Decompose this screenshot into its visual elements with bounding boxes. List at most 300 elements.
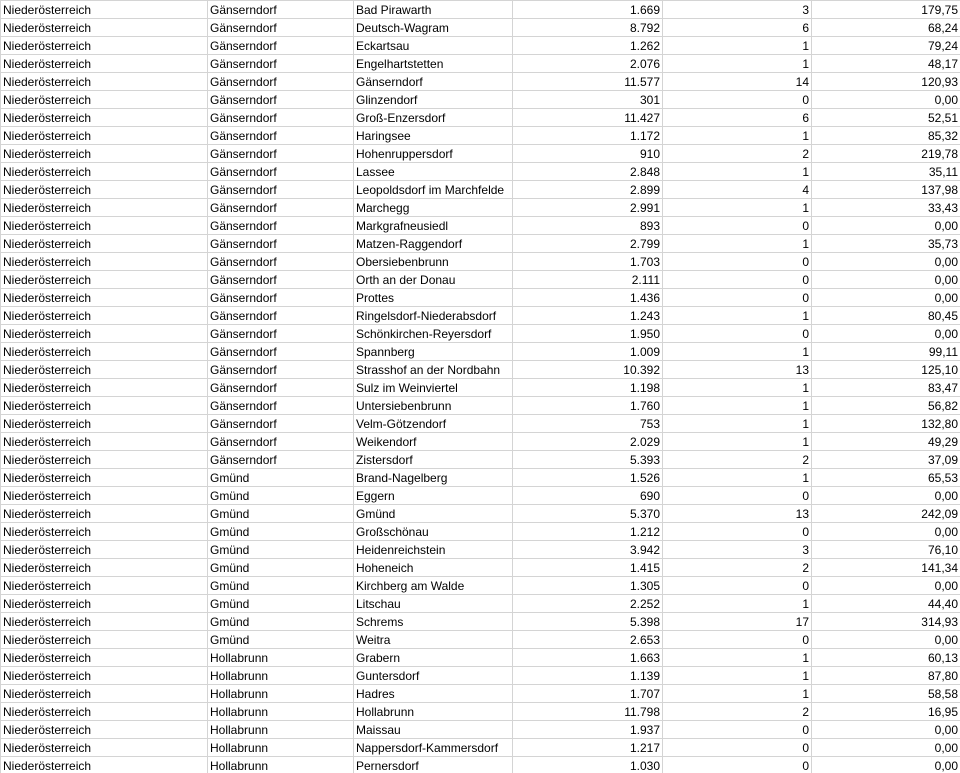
district-cell[interactable]: Gänserndorf — [208, 379, 354, 397]
count-cell[interactable]: 1 — [663, 343, 812, 361]
state-cell[interactable]: Niederösterreich — [1, 109, 208, 127]
count-cell[interactable]: 1 — [663, 127, 812, 145]
count-cell[interactable]: 1 — [663, 667, 812, 685]
count-cell[interactable]: 1 — [663, 415, 812, 433]
population-cell[interactable]: 1.760 — [513, 397, 663, 415]
table-row[interactable] — [1, 469, 960, 487]
municipality-cell[interactable]: Matzen-Raggendorf — [354, 235, 513, 253]
table-row[interactable] — [1, 127, 960, 145]
state-cell[interactable]: Niederösterreich — [1, 55, 208, 73]
rate-cell[interactable]: 242,09 — [812, 505, 960, 523]
district-cell[interactable]: Gmünd — [208, 541, 354, 559]
district-cell[interactable]: Gänserndorf — [208, 235, 354, 253]
state-cell[interactable]: Niederösterreich — [1, 181, 208, 199]
population-cell[interactable]: 1.707 — [513, 685, 663, 703]
rate-cell[interactable]: 314,93 — [812, 613, 960, 631]
population-cell[interactable]: 301 — [513, 91, 663, 109]
state-cell[interactable]: Niederösterreich — [1, 91, 208, 109]
count-cell[interactable]: 1 — [663, 433, 812, 451]
rate-cell[interactable]: 120,93 — [812, 73, 960, 91]
rate-cell[interactable]: 68,24 — [812, 19, 960, 37]
count-cell[interactable]: 13 — [663, 505, 812, 523]
population-cell[interactable]: 1.526 — [513, 469, 663, 487]
table-row[interactable] — [1, 37, 960, 55]
state-cell[interactable]: Niederösterreich — [1, 613, 208, 631]
count-cell[interactable]: 14 — [663, 73, 812, 91]
count-cell[interactable]: 1 — [663, 163, 812, 181]
municipality-cell[interactable]: Spannberg — [354, 343, 513, 361]
table-row[interactable] — [1, 19, 960, 37]
municipality-cell[interactable]: Velm-Götzendorf — [354, 415, 513, 433]
table-row[interactable] — [1, 649, 960, 667]
rate-cell[interactable]: 76,10 — [812, 541, 960, 559]
rate-cell[interactable]: 35,11 — [812, 163, 960, 181]
table-row[interactable] — [1, 631, 960, 649]
district-cell[interactable]: Gänserndorf — [208, 55, 354, 73]
count-cell[interactable]: 1 — [663, 307, 812, 325]
state-cell[interactable]: Niederösterreich — [1, 541, 208, 559]
state-cell[interactable]: Niederösterreich — [1, 289, 208, 307]
state-cell[interactable]: Niederösterreich — [1, 253, 208, 271]
rate-cell[interactable]: 83,47 — [812, 379, 960, 397]
table-row[interactable] — [1, 307, 960, 325]
table-row[interactable] — [1, 325, 960, 343]
population-cell[interactable]: 1.415 — [513, 559, 663, 577]
state-cell[interactable]: Niederösterreich — [1, 451, 208, 469]
table-row[interactable] — [1, 667, 960, 685]
population-cell[interactable]: 1.703 — [513, 253, 663, 271]
rate-cell[interactable]: 87,80 — [812, 667, 960, 685]
rate-cell[interactable]: 85,32 — [812, 127, 960, 145]
rate-cell[interactable]: 0,00 — [812, 217, 960, 235]
state-cell[interactable]: Niederösterreich — [1, 433, 208, 451]
table-row[interactable] — [1, 343, 960, 361]
rate-cell[interactable]: 0,00 — [812, 631, 960, 649]
population-cell[interactable]: 1.305 — [513, 577, 663, 595]
table-row[interactable] — [1, 433, 960, 451]
state-cell[interactable]: Niederösterreich — [1, 685, 208, 703]
state-cell[interactable]: Niederösterreich — [1, 577, 208, 595]
state-cell[interactable]: Niederösterreich — [1, 325, 208, 343]
municipality-cell[interactable]: Lassee — [354, 163, 513, 181]
count-cell[interactable]: 0 — [663, 739, 812, 757]
population-cell[interactable]: 1.937 — [513, 721, 663, 739]
district-cell[interactable]: Gänserndorf — [208, 127, 354, 145]
count-cell[interactable]: 0 — [663, 487, 812, 505]
state-cell[interactable]: Niederösterreich — [1, 739, 208, 757]
count-cell[interactable]: 1 — [663, 55, 812, 73]
table-row[interactable] — [1, 235, 960, 253]
district-cell[interactable]: Hollabrunn — [208, 685, 354, 703]
rate-cell[interactable]: 37,09 — [812, 451, 960, 469]
population-cell[interactable]: 2.899 — [513, 181, 663, 199]
municipality-cell[interactable]: Litschau — [354, 595, 513, 613]
municipality-cell[interactable]: Groß-Enzersdorf — [354, 109, 513, 127]
count-cell[interactable]: 4 — [663, 181, 812, 199]
municipality-cell[interactable]: Heidenreichstein — [354, 541, 513, 559]
district-cell[interactable]: Gmünd — [208, 505, 354, 523]
population-cell[interactable]: 2.991 — [513, 199, 663, 217]
table-row[interactable] — [1, 559, 960, 577]
table-row[interactable] — [1, 397, 960, 415]
population-cell[interactable]: 1.262 — [513, 37, 663, 55]
count-cell[interactable]: 0 — [663, 325, 812, 343]
state-cell[interactable]: Niederösterreich — [1, 757, 208, 773]
population-cell[interactable]: 690 — [513, 487, 663, 505]
district-cell[interactable]: Gänserndorf — [208, 91, 354, 109]
table-row[interactable] — [1, 379, 960, 397]
count-cell[interactable]: 3 — [663, 541, 812, 559]
table-row[interactable] — [1, 361, 960, 379]
state-cell[interactable]: Niederösterreich — [1, 595, 208, 613]
rate-cell[interactable]: 179,75 — [812, 1, 960, 19]
state-cell[interactable]: Niederösterreich — [1, 307, 208, 325]
state-cell[interactable]: Niederösterreich — [1, 37, 208, 55]
table-row[interactable] — [1, 523, 960, 541]
population-cell[interactable]: 1.950 — [513, 325, 663, 343]
table-row[interactable] — [1, 505, 960, 523]
population-cell[interactable]: 10.392 — [513, 361, 663, 379]
district-cell[interactable]: Gmünd — [208, 469, 354, 487]
district-cell[interactable]: Gmünd — [208, 487, 354, 505]
state-cell[interactable]: Niederösterreich — [1, 721, 208, 739]
table-row[interactable] — [1, 55, 960, 73]
count-cell[interactable]: 1 — [663, 379, 812, 397]
table-row[interactable] — [1, 289, 960, 307]
state-cell[interactable]: Niederösterreich — [1, 163, 208, 181]
district-cell[interactable]: Gänserndorf — [208, 37, 354, 55]
table-row[interactable] — [1, 1, 960, 19]
municipality-cell[interactable]: Eggern — [354, 487, 513, 505]
table-row[interactable] — [1, 91, 960, 109]
population-cell[interactable]: 2.029 — [513, 433, 663, 451]
count-cell[interactable]: 1 — [663, 397, 812, 415]
municipality-cell[interactable]: Großschönau — [354, 523, 513, 541]
rate-cell[interactable]: 125,10 — [812, 361, 960, 379]
municipality-cell[interactable]: Strasshof an der Nordbahn — [354, 361, 513, 379]
count-cell[interactable]: 0 — [663, 217, 812, 235]
municipality-cell[interactable]: Leopoldsdorf im Marchfelde — [354, 181, 513, 199]
count-cell[interactable]: 2 — [663, 145, 812, 163]
state-cell[interactable]: Niederösterreich — [1, 505, 208, 523]
population-cell[interactable]: 5.393 — [513, 451, 663, 469]
count-cell[interactable]: 1 — [663, 595, 812, 613]
state-cell[interactable]: Niederösterreich — [1, 379, 208, 397]
state-cell[interactable]: Niederösterreich — [1, 199, 208, 217]
rate-cell[interactable]: 132,80 — [812, 415, 960, 433]
municipality-cell[interactable]: Kirchberg am Walde — [354, 577, 513, 595]
count-cell[interactable]: 0 — [663, 577, 812, 595]
count-cell[interactable]: 0 — [663, 523, 812, 541]
population-cell[interactable]: 11.577 — [513, 73, 663, 91]
municipality-cell[interactable]: Marchegg — [354, 199, 513, 217]
district-cell[interactable]: Gänserndorf — [208, 271, 354, 289]
rate-cell[interactable]: 99,11 — [812, 343, 960, 361]
population-cell[interactable]: 5.398 — [513, 613, 663, 631]
population-cell[interactable]: 2.076 — [513, 55, 663, 73]
population-cell[interactable]: 1.217 — [513, 739, 663, 757]
count-cell[interactable]: 17 — [663, 613, 812, 631]
population-cell[interactable]: 2.252 — [513, 595, 663, 613]
state-cell[interactable]: Niederösterreich — [1, 487, 208, 505]
municipality-cell[interactable]: Weitra — [354, 631, 513, 649]
rate-cell[interactable]: 0,00 — [812, 271, 960, 289]
district-cell[interactable]: Gmünd — [208, 523, 354, 541]
table-row[interactable] — [1, 181, 960, 199]
district-cell[interactable]: Gänserndorf — [208, 1, 354, 19]
count-cell[interactable]: 0 — [663, 91, 812, 109]
rate-cell[interactable]: 0,00 — [812, 253, 960, 271]
municipality-cell[interactable]: Gmünd — [354, 505, 513, 523]
count-cell[interactable]: 0 — [663, 289, 812, 307]
table-row[interactable] — [1, 685, 960, 703]
municipality-cell[interactable]: Untersiebenbrunn — [354, 397, 513, 415]
rate-cell[interactable]: 0,00 — [812, 577, 960, 595]
count-cell[interactable]: 1 — [663, 37, 812, 55]
district-cell[interactable]: Gmünd — [208, 559, 354, 577]
state-cell[interactable]: Niederösterreich — [1, 19, 208, 37]
district-cell[interactable]: Gmünd — [208, 631, 354, 649]
state-cell[interactable]: Niederösterreich — [1, 73, 208, 91]
rate-cell[interactable]: 0,00 — [812, 91, 960, 109]
municipality-cell[interactable]: Glinzendorf — [354, 91, 513, 109]
population-cell[interactable]: 1.243 — [513, 307, 663, 325]
rate-cell[interactable]: 49,29 — [812, 433, 960, 451]
population-cell[interactable]: 8.792 — [513, 19, 663, 37]
state-cell[interactable]: Niederösterreich — [1, 397, 208, 415]
district-cell[interactable]: Gänserndorf — [208, 325, 354, 343]
state-cell[interactable]: Niederösterreich — [1, 649, 208, 667]
count-cell[interactable]: 3 — [663, 1, 812, 19]
rate-cell[interactable]: 141,34 — [812, 559, 960, 577]
rate-cell[interactable]: 0,00 — [812, 487, 960, 505]
municipality-cell[interactable]: Gänserndorf — [354, 73, 513, 91]
population-cell[interactable]: 753 — [513, 415, 663, 433]
rate-cell[interactable]: 79,24 — [812, 37, 960, 55]
state-cell[interactable]: Niederösterreich — [1, 235, 208, 253]
district-cell[interactable]: Hollabrunn — [208, 757, 354, 773]
state-cell[interactable]: Niederösterreich — [1, 217, 208, 235]
municipality-cell[interactable]: Brand-Nagelberg — [354, 469, 513, 487]
municipality-cell[interactable]: Prottes — [354, 289, 513, 307]
count-cell[interactable]: 6 — [663, 109, 812, 127]
count-cell[interactable]: 1 — [663, 685, 812, 703]
state-cell[interactable]: Niederösterreich — [1, 361, 208, 379]
municipality-cell[interactable]: Hadres — [354, 685, 513, 703]
population-cell[interactable]: 1.212 — [513, 523, 663, 541]
municipality-cell[interactable]: Hoheneich — [354, 559, 513, 577]
district-cell[interactable]: Gänserndorf — [208, 451, 354, 469]
count-cell[interactable]: 0 — [663, 271, 812, 289]
population-cell[interactable]: 1.009 — [513, 343, 663, 361]
district-cell[interactable]: Gänserndorf — [208, 109, 354, 127]
rate-cell[interactable]: 80,45 — [812, 307, 960, 325]
municipality-cell[interactable]: Eckartsau — [354, 37, 513, 55]
population-cell[interactable]: 3.942 — [513, 541, 663, 559]
count-cell[interactable]: 1 — [663, 235, 812, 253]
district-cell[interactable]: Hollabrunn — [208, 667, 354, 685]
rate-cell[interactable]: 35,73 — [812, 235, 960, 253]
rate-cell[interactable]: 219,78 — [812, 145, 960, 163]
municipality-cell[interactable]: Zistersdorf — [354, 451, 513, 469]
rate-cell[interactable]: 60,13 — [812, 649, 960, 667]
table-row[interactable] — [1, 739, 960, 757]
district-cell[interactable]: Gänserndorf — [208, 307, 354, 325]
district-cell[interactable]: Gänserndorf — [208, 253, 354, 271]
district-cell[interactable]: Hollabrunn — [208, 649, 354, 667]
table-row[interactable] — [1, 721, 960, 739]
count-cell[interactable]: 6 — [663, 19, 812, 37]
table-row[interactable] — [1, 415, 960, 433]
count-cell[interactable]: 0 — [663, 721, 812, 739]
table-row[interactable] — [1, 253, 960, 271]
rate-cell[interactable]: 0,00 — [812, 739, 960, 757]
municipality-cell[interactable]: Sulz im Weinviertel — [354, 379, 513, 397]
rate-cell[interactable]: 0,00 — [812, 721, 960, 739]
table-row[interactable] — [1, 757, 960, 773]
rate-cell[interactable]: 0,00 — [812, 289, 960, 307]
district-cell[interactable]: Gänserndorf — [208, 433, 354, 451]
state-cell[interactable]: Niederösterreich — [1, 667, 208, 685]
count-cell[interactable]: 0 — [663, 631, 812, 649]
municipality-cell[interactable]: Haringsee — [354, 127, 513, 145]
count-cell[interactable]: 13 — [663, 361, 812, 379]
table-row[interactable] — [1, 577, 960, 595]
rate-cell[interactable]: 0,00 — [812, 757, 960, 773]
state-cell[interactable]: Niederösterreich — [1, 703, 208, 721]
population-cell[interactable]: 1.030 — [513, 757, 663, 773]
population-cell[interactable]: 2.848 — [513, 163, 663, 181]
district-cell[interactable]: Gänserndorf — [208, 145, 354, 163]
state-cell[interactable]: Niederösterreich — [1, 343, 208, 361]
municipality-cell[interactable]: Ringelsdorf-Niederabsdorf — [354, 307, 513, 325]
municipality-cell[interactable]: Schönkirchen-Reyersdorf — [354, 325, 513, 343]
table-row[interactable] — [1, 703, 960, 721]
table-row[interactable] — [1, 109, 960, 127]
state-cell[interactable]: Niederösterreich — [1, 1, 208, 19]
table-row[interactable] — [1, 163, 960, 181]
state-cell[interactable]: Niederösterreich — [1, 559, 208, 577]
population-cell[interactable]: 11.427 — [513, 109, 663, 127]
table-row[interactable] — [1, 595, 960, 613]
population-cell[interactable]: 910 — [513, 145, 663, 163]
rate-cell[interactable]: 0,00 — [812, 325, 960, 343]
district-cell[interactable]: Hollabrunn — [208, 721, 354, 739]
district-cell[interactable]: Gänserndorf — [208, 181, 354, 199]
table-row[interactable] — [1, 487, 960, 505]
state-cell[interactable]: Niederösterreich — [1, 415, 208, 433]
district-cell[interactable]: Gänserndorf — [208, 397, 354, 415]
table-row[interactable] — [1, 199, 960, 217]
population-cell[interactable]: 11.798 — [513, 703, 663, 721]
population-cell[interactable]: 2.799 — [513, 235, 663, 253]
district-cell[interactable]: Hollabrunn — [208, 739, 354, 757]
population-cell[interactable]: 1.172 — [513, 127, 663, 145]
district-cell[interactable]: Gänserndorf — [208, 361, 354, 379]
table-row[interactable] — [1, 145, 960, 163]
district-cell[interactable]: Gmünd — [208, 613, 354, 631]
population-cell[interactable]: 2.653 — [513, 631, 663, 649]
rate-cell[interactable]: 56,82 — [812, 397, 960, 415]
municipality-cell[interactable]: Grabern — [354, 649, 513, 667]
municipality-cell[interactable]: Hollabrunn — [354, 703, 513, 721]
population-cell[interactable]: 1.663 — [513, 649, 663, 667]
municipality-cell[interactable]: Hohenruppersdorf — [354, 145, 513, 163]
district-cell[interactable]: Gänserndorf — [208, 19, 354, 37]
population-cell[interactable]: 1.139 — [513, 667, 663, 685]
count-cell[interactable]: 0 — [663, 253, 812, 271]
district-cell[interactable]: Gmünd — [208, 577, 354, 595]
count-cell[interactable]: 0 — [663, 757, 812, 773]
municipality-cell[interactable]: Obersiebenbrunn — [354, 253, 513, 271]
table-row[interactable] — [1, 541, 960, 559]
count-cell[interactable]: 2 — [663, 559, 812, 577]
municipality-cell[interactable]: Weikendorf — [354, 433, 513, 451]
table-row[interactable] — [1, 217, 960, 235]
district-cell[interactable]: Gmünd — [208, 595, 354, 613]
count-cell[interactable]: 1 — [663, 469, 812, 487]
municipality-cell[interactable]: Orth an der Donau — [354, 271, 513, 289]
rate-cell[interactable]: 65,53 — [812, 469, 960, 487]
district-cell[interactable]: Gänserndorf — [208, 199, 354, 217]
rate-cell[interactable]: 16,95 — [812, 703, 960, 721]
count-cell[interactable]: 1 — [663, 649, 812, 667]
rate-cell[interactable]: 52,51 — [812, 109, 960, 127]
district-cell[interactable]: Gänserndorf — [208, 289, 354, 307]
count-cell[interactable]: 2 — [663, 451, 812, 469]
municipality-cell[interactable]: Nappersdorf-Kammersdorf — [354, 739, 513, 757]
population-cell[interactable]: 1.198 — [513, 379, 663, 397]
municipality-cell[interactable]: Schrems — [354, 613, 513, 631]
district-cell[interactable]: Hollabrunn — [208, 703, 354, 721]
municipality-cell[interactable]: Pernersdorf — [354, 757, 513, 773]
rate-cell[interactable]: 58,58 — [812, 685, 960, 703]
municipality-cell[interactable]: Deutsch-Wagram — [354, 19, 513, 37]
population-cell[interactable]: 1.436 — [513, 289, 663, 307]
state-cell[interactable]: Niederösterreich — [1, 469, 208, 487]
state-cell[interactable]: Niederösterreich — [1, 127, 208, 145]
count-cell[interactable]: 2 — [663, 703, 812, 721]
municipality-cell[interactable]: Markgrafneusiedl — [354, 217, 513, 235]
rate-cell[interactable]: 137,98 — [812, 181, 960, 199]
rate-cell[interactable]: 48,17 — [812, 55, 960, 73]
population-cell[interactable]: 5.370 — [513, 505, 663, 523]
municipality-cell[interactable]: Maissau — [354, 721, 513, 739]
municipality-cell[interactable]: Guntersdorf — [354, 667, 513, 685]
municipality-cell[interactable]: Engelhartstetten — [354, 55, 513, 73]
municipality-cell[interactable]: Bad Pirawarth — [354, 1, 513, 19]
district-cell[interactable]: Gänserndorf — [208, 73, 354, 91]
state-cell[interactable]: Niederösterreich — [1, 145, 208, 163]
rate-cell[interactable]: 0,00 — [812, 523, 960, 541]
state-cell[interactable]: Niederösterreich — [1, 271, 208, 289]
district-cell[interactable]: Gänserndorf — [208, 343, 354, 361]
population-cell[interactable]: 1.669 — [513, 1, 663, 19]
table-row[interactable] — [1, 451, 960, 469]
district-cell[interactable]: Gänserndorf — [208, 163, 354, 181]
count-cell[interactable]: 1 — [663, 199, 812, 217]
district-cell[interactable]: Gänserndorf — [208, 217, 354, 235]
state-cell[interactable]: Niederösterreich — [1, 631, 208, 649]
district-cell[interactable]: Gänserndorf — [208, 415, 354, 433]
table-row[interactable] — [1, 613, 960, 631]
rate-cell[interactable]: 33,43 — [812, 199, 960, 217]
table-row[interactable] — [1, 73, 960, 91]
state-cell[interactable]: Niederösterreich — [1, 523, 208, 541]
population-cell[interactable]: 2.111 — [513, 271, 663, 289]
rate-cell[interactable]: 44,40 — [812, 595, 960, 613]
population-cell[interactable]: 893 — [513, 217, 663, 235]
